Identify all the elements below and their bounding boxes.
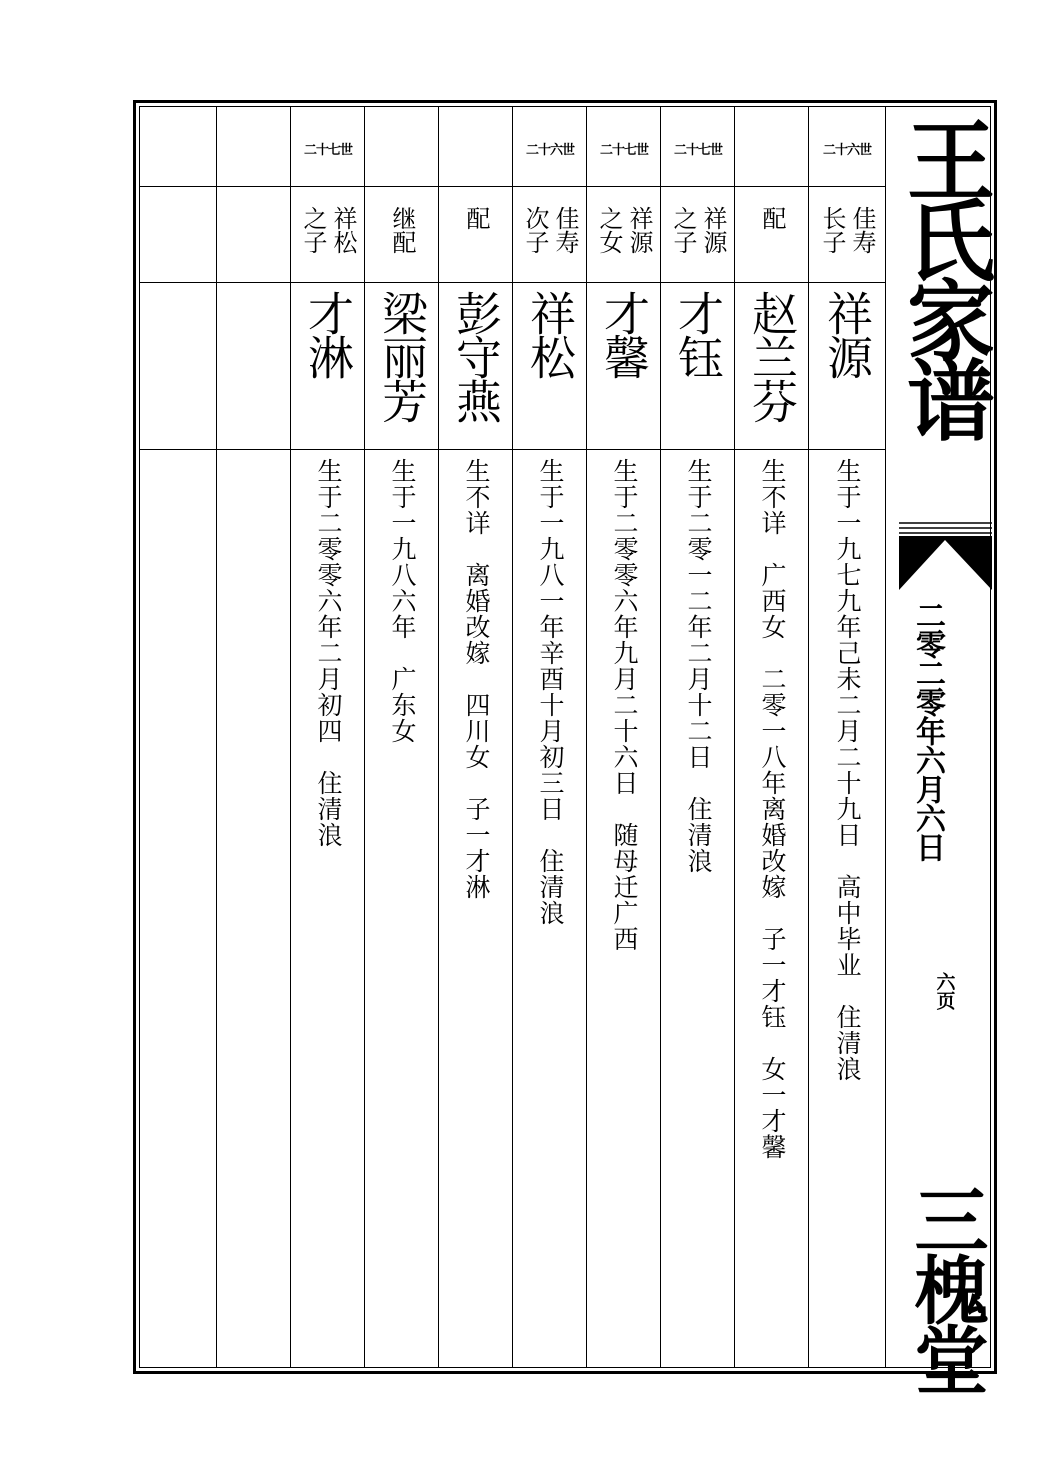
person-name: 才钰 [671,290,725,378]
generation-label: 世七十二 [599,142,648,158]
person-name: 赵兰芬 [745,290,799,422]
generation-label [365,108,439,188]
relation-label: 继配 [388,206,416,254]
relation-label: 祥源之女 [595,206,653,254]
generation-label [439,108,513,188]
person-bio: 生于一九八一年辛酉十月初三日 住清浪 [536,458,565,926]
relation-label: 祥源之子 [669,206,727,254]
relation-label: 佳寿次子 [521,206,579,254]
person-name: 才馨 [597,290,651,378]
person-bio: 生不详 广西女 二零一八年离婚改嫁 子一才钰 女一才馨 [758,458,787,1160]
compile-date: 二零二零年六月六日 [910,600,945,861]
column-empty-1 [139,106,217,1368]
relation-label: 配 [758,206,786,230]
page-number: 六页 [933,972,956,1010]
person-bio: 生于二零零六年二月初四 住清浪 [314,458,343,848]
person-bio: 生于一九七九年己未二月二十九日 高中毕业 住清浪 [833,458,862,1082]
person-bio: 生于二零零六年九月二十六日 随母迁广西 [610,458,639,952]
person-bio: 生不详 离婚改嫁 四川女 子一才淋 [462,458,491,900]
generation-label: 世七十二 [303,142,352,158]
document-title: 王氏家谱 [893,115,997,435]
column-empty-2 [217,106,291,1368]
relation-label: 配 [462,206,490,230]
title-banner-ornament [897,520,994,592]
hall-name: 三槐堂 [902,1182,989,1392]
person-name: 才淋 [301,290,355,378]
generation-label: 世六十二 [525,142,574,158]
generation-label [735,108,809,188]
person-bio: 生于一九八六年 广东女 [388,458,417,744]
person-name: 彭守燕 [449,290,503,422]
relation-label: 佳寿长子 [818,206,876,254]
relation-label: 祥松之子 [299,206,357,254]
person-name: 祥源 [820,290,874,378]
row-divider-name [139,449,886,450]
person-name: 祥松 [523,290,577,378]
generation-label: 世七十二 [673,142,722,158]
person-name: 梁丽芳 [375,290,429,422]
generation-label: 世六十二 [822,142,871,158]
row-divider-relation [139,282,886,283]
person-bio: 生于二零一二年二月十二日 住清浪 [684,458,713,874]
